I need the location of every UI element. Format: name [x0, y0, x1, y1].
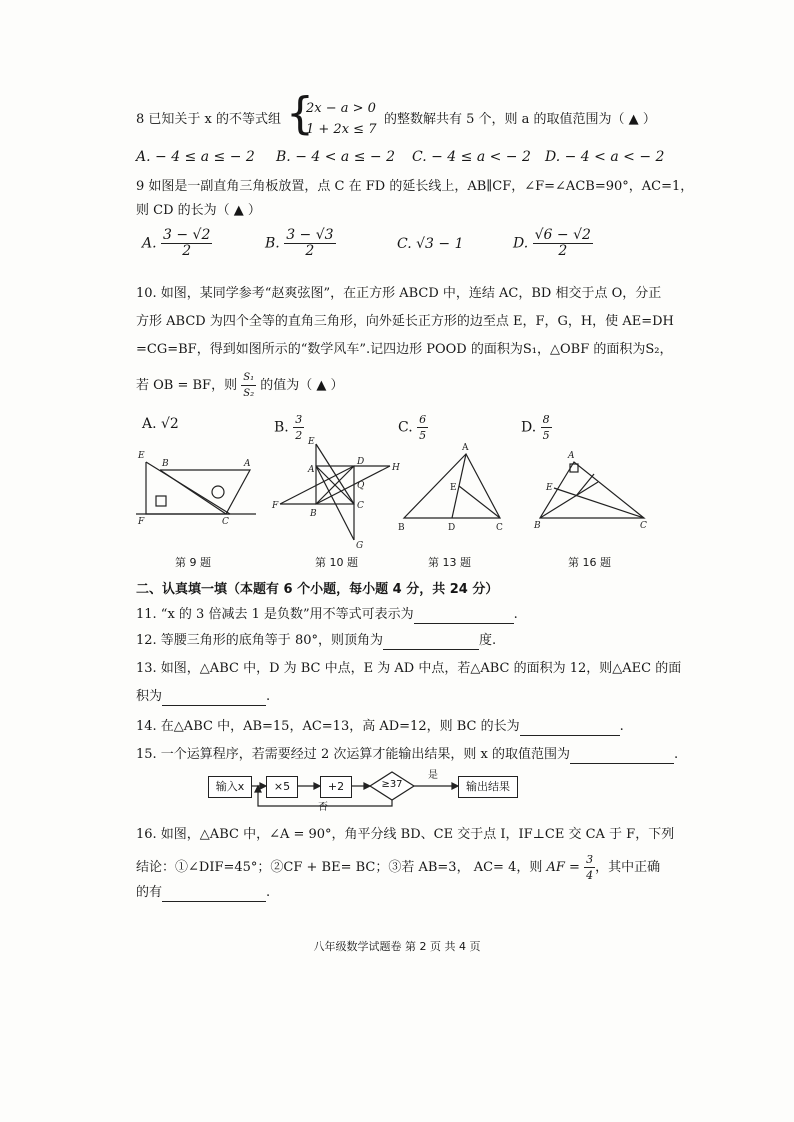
q10-option-d-denominator: 5	[542, 429, 550, 442]
q10-option-b-numerator: 3	[295, 413, 303, 426]
q9-option-d-denominator: 2	[558, 243, 568, 259]
svg-text:Q: Q	[357, 481, 365, 491]
q8-prefix: 8 已知关于 x 的不等式组	[136, 112, 281, 127]
q9-option-c: C. √3 − 1	[397, 236, 464, 252]
system-brace: {	[286, 88, 314, 139]
svg-text:A: A	[244, 459, 251, 469]
q11	[136, 606, 518, 624]
figure-13-triangle	[398, 443, 503, 533]
q9-option-d-numerator: √6 − √2	[534, 227, 591, 243]
q16-line-1: 16. 如图，△ABC 中，∠A = 90°，角平分线 BD、CE 交于点 I，IF⊥CE 交 CA 于 F，下列	[136, 827, 675, 842]
q10-line-1: 10. 如图，某同学参考“赵爽弦图”，在正方形 ABCD 中，连结 AC，BD 相交于点 O，分正	[136, 286, 662, 301]
svg-text:A: A	[308, 465, 315, 475]
q12-answer-blank[interactable]	[383, 635, 479, 650]
q15-answer-blank[interactable]	[570, 749, 674, 764]
q10-option-d-label: D.	[521, 419, 537, 436]
svg-text:A: A	[568, 451, 575, 461]
page-footer: 八年级数学试题卷 第 2 页 共 4 页	[313, 940, 481, 953]
flowchart-input-box: 输入x	[208, 776, 252, 798]
q13-end: .	[266, 689, 271, 704]
flowchart-output-box: 输出结果	[458, 776, 518, 798]
svg-text:E: E	[450, 483, 457, 493]
q11-text: 11. “x 的 3 倍减去 1 是负数”用不等式可表示为	[136, 607, 414, 622]
q8-inequality-1: 2x − a > 0	[306, 101, 376, 116]
svg-text:G: G	[356, 541, 364, 551]
q15-text: 15. 一个运算程序，若需要经过 2 次运算才能输出结果，则 x 的取值范围为	[136, 747, 570, 762]
q9-line-1: 9 如图是一副直角三角板放置，点 C 在 FD 的延长线上，AB∥CF，∠F=∠ACB=90°，AC=1，	[136, 179, 694, 194]
q14	[136, 718, 624, 736]
figure-13-caption: 第 13 题	[428, 556, 471, 569]
flowchart-yes-label: 是	[428, 770, 438, 781]
q16-end: .	[266, 885, 271, 900]
figure-16-angle-bisectors	[533, 451, 647, 531]
svg-text:D: D	[357, 457, 365, 467]
q16-line-2	[136, 852, 660, 883]
q10-option-b-denominator: 2	[295, 429, 303, 442]
q9-line-2: 则 CD 的长为（ ▲ ）	[136, 203, 261, 218]
q16-af-label: AF =	[546, 860, 580, 875]
svg-text:B: B	[310, 509, 317, 519]
q16-line-2-prefix: 结论：①∠DIF=45°；②CF + BE= BC；③若 AB=3， AC= 4，则	[136, 860, 543, 875]
q10-line-4-suffix: 的值为（ ▲ ）	[260, 378, 344, 393]
q16-line-2-suffix: ，其中正确	[595, 860, 661, 875]
q11-end: .	[513, 607, 518, 622]
q10-option-c-label: C.	[398, 419, 413, 436]
q16-line-3	[136, 884, 270, 902]
q16-line-3-text: 的有	[136, 885, 163, 900]
svg-text:E: E	[308, 437, 315, 447]
svg-text:F: F	[272, 501, 279, 511]
q9-option-d	[513, 228, 593, 259]
q10-line-4	[136, 370, 343, 401]
svg-text:A: A	[462, 443, 469, 453]
figure-10-caption: 第 10 题	[315, 556, 358, 569]
q10-ratio-denominator: S₂	[243, 388, 255, 399]
q14-end: .	[619, 719, 624, 734]
figure-9-set-squares	[136, 451, 256, 527]
q8-option-b: B. − 4 < a ≤ − 2	[276, 149, 395, 165]
q9-option-a-label: A.	[142, 235, 157, 252]
svg-text:B: B	[534, 521, 541, 531]
q12-end: 度.	[478, 633, 497, 648]
q13-line-2	[136, 688, 270, 706]
q13-answer-blank[interactable]	[162, 691, 266, 706]
q16-af-denominator: 4	[586, 869, 594, 882]
q12-text: 12. 等腰三角形的底角等于 80°，则顶角为	[136, 633, 383, 648]
q10-line-2: 方形 ABCD 为四个全等的直角三角形，向外延长正方形的边至点 E，F，G，H，使 AE=DH	[136, 314, 674, 329]
q8-inequality-2: 1 + 2x ≤ 7	[306, 122, 377, 137]
q15-end: .	[673, 747, 679, 762]
q14-answer-blank[interactable]	[520, 721, 620, 736]
q10-line-4-prefix: 若 OB = BF，则	[136, 378, 238, 393]
q8-option-d: D. − 4 < a < − 2	[545, 149, 665, 165]
q10-ratio-numerator: S₁	[241, 370, 256, 386]
svg-text:H: H	[392, 463, 400, 473]
svg-text:E: E	[138, 451, 145, 461]
q9-option-b-numerator: 3 − √3	[286, 227, 334, 243]
q9-option-a-denominator: 2	[182, 243, 192, 259]
q11-answer-blank[interactable]	[414, 609, 514, 624]
q9-option-b	[265, 228, 336, 259]
q9-option-d-label: D.	[513, 235, 529, 252]
svg-text:C: C	[496, 523, 503, 533]
section-2-heading: 二、认真填一填（本题有 6 个小题，每小题 4 分，共 24 分）	[136, 582, 499, 597]
svg-text:E: E	[546, 483, 553, 493]
flowchart-no-label: 否	[318, 802, 328, 813]
q10-option-a: A. √2	[142, 416, 179, 432]
q9-option-a-numerator: 3 − √2	[163, 227, 211, 243]
flowchart-add-box: +2	[320, 776, 352, 798]
flowchart-condition: ≥37	[381, 779, 403, 790]
q9-option-a	[142, 228, 212, 259]
q8-suffix: 的整数解共有 5 个，则 a 的取值范围为（ ▲ ）	[384, 112, 656, 127]
q14-text: 14. 在△ABC 中，AB=15，AC=13，高 AD=12，则 BC 的长为	[136, 719, 520, 734]
figure-9-caption: 第 9 题	[175, 556, 211, 569]
figures-row	[130, 436, 670, 556]
q10-option-d-numerator: 8	[542, 413, 550, 426]
q16-af-numerator: 3	[586, 853, 594, 866]
q12	[136, 632, 496, 650]
svg-text:B: B	[398, 523, 405, 533]
svg-text:C: C	[222, 517, 229, 527]
figure-16-caption: 第 16 题	[568, 556, 611, 569]
q10-line-3: =CG=BF，得到如图所示的“数学风车”.记四边形 POOD 的面积为S₁，△OBF 的面积为S₂，	[136, 342, 673, 357]
q8-option-c: C. − 4 ≤ a < − 2	[412, 149, 531, 165]
svg-text:C: C	[640, 521, 647, 531]
q16-answer-blank[interactable]	[162, 887, 266, 902]
svg-text:D: D	[448, 523, 456, 533]
q9-option-b-denominator: 2	[305, 243, 315, 259]
q13-line-2-text: 积为	[136, 689, 163, 704]
svg-text:C: C	[357, 501, 364, 511]
q9-option-b-label: B.	[265, 235, 280, 252]
flowchart-multiply-box: ×5	[266, 776, 298, 798]
q8-option-a: A. − 4 ≤ a ≤ − 2	[136, 149, 255, 165]
q10-option-c-denominator: 5	[419, 429, 427, 442]
q15	[136, 746, 678, 764]
svg-text:B: B	[162, 459, 169, 469]
svg-text:F: F	[138, 517, 145, 527]
q10-option-b-label: B.	[274, 419, 289, 436]
q13-line-1: 13. 如图，△ABC 中，D 为 BC 中点，E 为 AD 中点，若△ABC 的面积为 12，则△AEC 的面	[136, 661, 682, 676]
q10-option-c-numerator: 6	[419, 413, 427, 426]
figure-10-math-windmill	[271, 437, 400, 551]
